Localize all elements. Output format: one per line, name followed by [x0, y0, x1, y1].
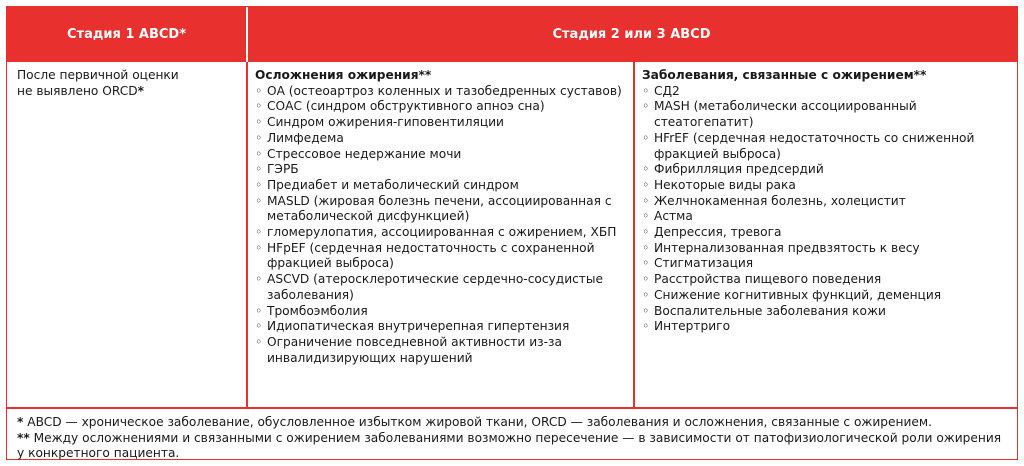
list-item-text: Астма — [654, 209, 693, 224]
list-item — [642, 194, 1012, 210]
list-item-text: Стрессовое недержание мочи — [267, 146, 462, 161]
bullet-icon: ◦ — [255, 130, 263, 145]
list-item — [255, 147, 627, 163]
list-item-text: ASCVD (атеросклеротические сердечно-сосудистые заболевания) — [267, 272, 604, 302]
bullet-icon: ◦ — [642, 209, 650, 224]
column-divider-2 — [633, 62, 635, 407]
list-item-text: Ограничение повседневной активности из-за инвалидизирующих нарушений — [267, 334, 562, 365]
bullet-icon: ◦ — [642, 162, 650, 177]
list-item — [255, 225, 627, 241]
footnotes — [17, 415, 1012, 462]
list-item — [255, 304, 627, 320]
list-item-text: Расстройства пищевого поведения — [654, 272, 882, 287]
column-divider-1 — [246, 62, 248, 407]
bullet-icon: ◦ — [642, 99, 650, 114]
list-item-text: СОАС (синдром обструктивного апноэ сна) — [267, 99, 545, 114]
list-item-text: Интертриго — [654, 319, 731, 334]
list-item — [255, 178, 627, 194]
list-item-text: Стигматизация — [654, 256, 754, 271]
list-item — [642, 272, 1012, 288]
list-item — [255, 194, 627, 225]
bullet-icon: ◦ — [642, 272, 650, 287]
list-item — [642, 225, 1012, 241]
list-item-text: гломерулопатия, ассоциированная с ожирением, ХБП — [267, 225, 617, 240]
bullet-icon: ◦ — [255, 240, 263, 255]
bullet-icon: ◦ — [255, 193, 263, 208]
footnote-divider — [7, 407, 1017, 409]
footnote-2-mark: ** — [17, 430, 30, 445]
complications-list — [255, 84, 627, 367]
list-item — [255, 241, 627, 272]
bullet-icon: ◦ — [255, 225, 263, 240]
list-item — [255, 272, 627, 303]
bullet-icon: ◦ — [255, 115, 263, 130]
list-item — [642, 288, 1012, 304]
bullet-icon: ◦ — [642, 177, 650, 192]
list-item-text: ГЭРБ — [267, 162, 299, 177]
footnote-2 — [17, 431, 1012, 462]
header-stage-1: Стадия 1 ABCD* — [67, 27, 186, 42]
related-diseases-list — [642, 84, 1012, 335]
header-stage-2-3: Стадия 2 или 3 ABCD — [552, 27, 711, 42]
list-item — [255, 335, 627, 366]
list-item-text: Тромбоэмболия — [267, 303, 368, 318]
list-item-text: Фибрилляция предсердий — [654, 162, 824, 177]
list-item — [255, 99, 627, 115]
list-item-text: HFpEF (сердечная недостаточность с сохраненной фракцией выброса) — [267, 240, 595, 271]
list-item-text: Снижение когнитивных функций, деменция — [654, 287, 942, 302]
bullet-icon: ◦ — [642, 83, 650, 98]
bullet-icon: ◦ — [255, 303, 263, 318]
list-item — [255, 84, 627, 100]
list-item — [642, 99, 1012, 130]
list-item — [642, 84, 1012, 100]
stage-1-line-2-text: не выявлено ORCD — [17, 83, 138, 98]
list-item-text: Депрессия, тревога — [654, 225, 782, 240]
related-diseases-title: Заболевания, связанные с ожирением** — [642, 68, 927, 82]
list-item-text: Лимфедема — [267, 130, 344, 145]
table-header — [7, 7, 1017, 62]
abcd-stage-table — [6, 6, 1018, 460]
bullet-icon: ◦ — [642, 256, 650, 271]
bullet-icon: ◦ — [642, 303, 650, 318]
stage-1-line-1: После первичной оценки — [17, 68, 179, 82]
list-item-text: MASH (метаболически ассоциированный стеатогепатит) — [654, 99, 917, 130]
bullet-icon: ◦ — [642, 319, 650, 334]
list-item-text: СД2 — [654, 83, 680, 98]
bullet-icon: ◦ — [642, 240, 650, 255]
complications-title: Осложнения ожирения** — [255, 68, 432, 82]
list-item — [255, 319, 627, 335]
bullet-icon: ◦ — [642, 287, 650, 302]
footnote-1-text: ABCD — хроническое заболевание, обусловленное избытком жировой ткани, ORCD — заболевания и осложнения, связанные с ожирением. — [23, 415, 932, 429]
list-item-text: Интернализованная предвзятость к весу — [654, 240, 920, 255]
list-item-text: Предиабет и метаболический синдром — [267, 177, 519, 192]
list-item-text: HFrEF (сердечная недостаточность со сниженной фракцией выброса) — [654, 130, 975, 161]
related-diseases-cell — [642, 68, 1012, 335]
bullet-icon: ◦ — [642, 130, 650, 145]
stage-1-line-2 — [17, 84, 239, 100]
list-item-text: Некоторые виды рака — [654, 177, 796, 192]
list-item-text: MASLD (жировая болезнь печени, ассоциированная с метаболической дисфункцией) — [267, 193, 612, 224]
bullet-icon: ◦ — [255, 272, 263, 287]
list-item — [642, 241, 1012, 257]
bullet-icon: ◦ — [255, 334, 263, 349]
footnote-2-text: Между осложнениями и связанными с ожирением заболеваниями возможно пересечение — в зависимости от патофизиологической роли ожирения у конкретного пациента. — [17, 430, 1002, 461]
stage-1-footnote-mark: * — [137, 83, 144, 98]
bullet-icon: ◦ — [642, 193, 650, 208]
bullet-icon: ◦ — [255, 83, 263, 98]
bullet-icon: ◦ — [255, 177, 263, 192]
list-item — [642, 256, 1012, 272]
list-item — [642, 178, 1012, 194]
stage-1-cell — [17, 68, 239, 99]
list-item-text: Синдром ожирения-гиповентиляции — [267, 115, 504, 130]
list-item — [642, 209, 1012, 225]
bullet-icon: ◦ — [642, 225, 650, 240]
bullet-icon: ◦ — [255, 146, 263, 161]
list-item — [255, 162, 627, 178]
footnote-1-mark: * — [17, 415, 24, 429]
complications-cell — [255, 68, 627, 366]
footnote-1 — [17, 415, 1012, 431]
bullet-icon: ◦ — [255, 162, 263, 177]
list-item — [255, 115, 627, 131]
list-item — [642, 131, 1012, 162]
list-item-text: ОА (остеоартроз коленных и тазобедренных суставов) — [267, 83, 622, 98]
list-item-text: Идиопатическая внутричерепная гипертензия — [267, 319, 570, 334]
list-item — [642, 304, 1012, 320]
list-item — [255, 131, 627, 147]
list-item — [642, 319, 1012, 335]
list-item — [642, 162, 1012, 178]
list-item-text: Воспалительные заболевания кожи — [654, 303, 886, 318]
list-item-text: Желчнокаменная болезнь, холецистит — [654, 193, 906, 208]
bullet-icon: ◦ — [255, 319, 263, 334]
bullet-icon: ◦ — [255, 99, 263, 114]
